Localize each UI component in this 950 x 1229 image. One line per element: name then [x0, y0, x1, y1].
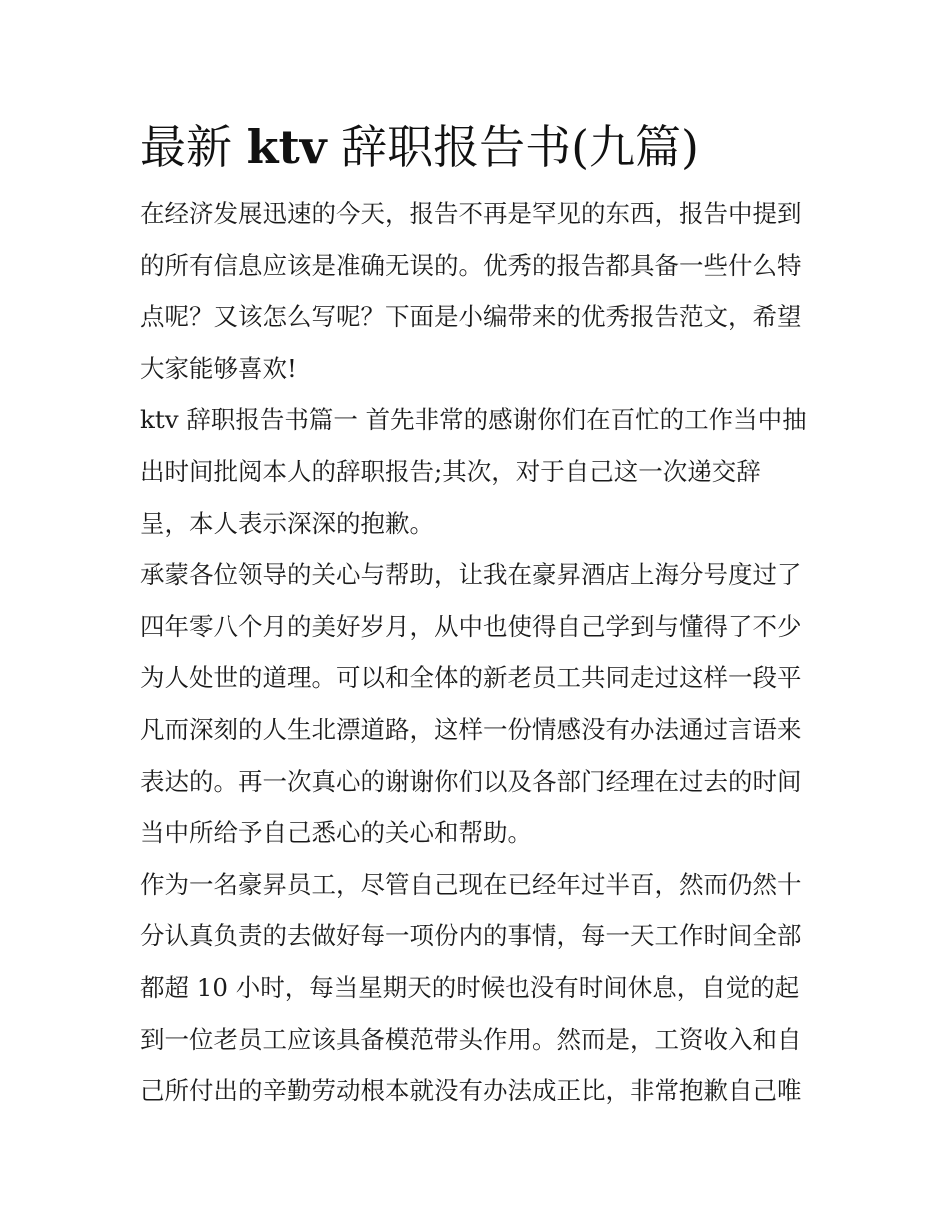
paragraph-line: ktv 辞职报告书篇一 首先非常的感谢你们在百忙的工作当中抽 — [140, 405, 807, 435]
document-title — [140, 112, 812, 182]
paragraph-line: 己所付出的辛勤劳动根本就没有办法成正比，非常抱歉自己唯 — [140, 1076, 802, 1106]
body-paragraph — [140, 188, 812, 394]
document-page — [140, 112, 812, 1117]
paragraph-line: 作为一名豪昇员工，尽管自己现在已经年过半百，然而仍然十 — [140, 869, 802, 899]
body-paragraph — [140, 859, 812, 1117]
body-paragraph — [140, 394, 812, 549]
paragraph-line: 在经济发展迅速的今天，报告不再是罕见的东西，报告中提到 — [140, 199, 802, 228]
paragraph-line: 表达的。再一次真心的谢谢你们以及各部门经理在过去的时间 — [140, 766, 802, 796]
document-body — [140, 188, 812, 1117]
paragraph-line: 的所有信息应该是准确无误的。优秀的报告都具备一些什么特 — [140, 250, 802, 280]
paragraph-line: 分认真负责的去做好每一项份内的事情，每一天工作时间全部 — [140, 921, 802, 951]
paragraph-line: 点呢？又该怎么写呢？下面是小编带来的优秀报告范文，希望 — [140, 302, 802, 332]
title-prefix: 最新 — [140, 120, 247, 174]
paragraph-line: 承蒙各位领导的关心与帮助，让我在豪昇酒店上海分号度过了 — [140, 560, 802, 590]
title-latin: ktv — [246, 120, 327, 174]
title-suffix: 辞职报告书(九篇) — [326, 120, 699, 174]
paragraph-line: 都超 10 小时，每当星期天的时候也没有时间休息，自觉的起 — [140, 972, 800, 1002]
body-paragraph — [140, 549, 812, 859]
paragraph-line: 大家能够喜欢! — [140, 353, 297, 383]
paragraph-line: 出时间批阅本人的辞职报告;其次，对于自己这一次递交辞 — [140, 456, 761, 486]
paragraph-line: 凡而深刻的人生北漂道路，这样一份情感没有办法通过言语来 — [140, 714, 802, 744]
paragraph-line: 四年零八个月的美好岁月，从中也使得自己学到与懂得了不少 — [140, 611, 802, 641]
paragraph-line: 呈，本人表示深深的抱歉。 — [140, 508, 434, 538]
paragraph-line: 到一位老员工应该具备模范带头作用。然而是，工资收入和自 — [140, 1024, 802, 1054]
paragraph-line: 当中所给予自己悉心的关心和帮助。 — [140, 818, 532, 848]
paragraph-line: 为人处世的道理。可以和全体的新老员工共同走过这样一段平 — [140, 663, 802, 693]
